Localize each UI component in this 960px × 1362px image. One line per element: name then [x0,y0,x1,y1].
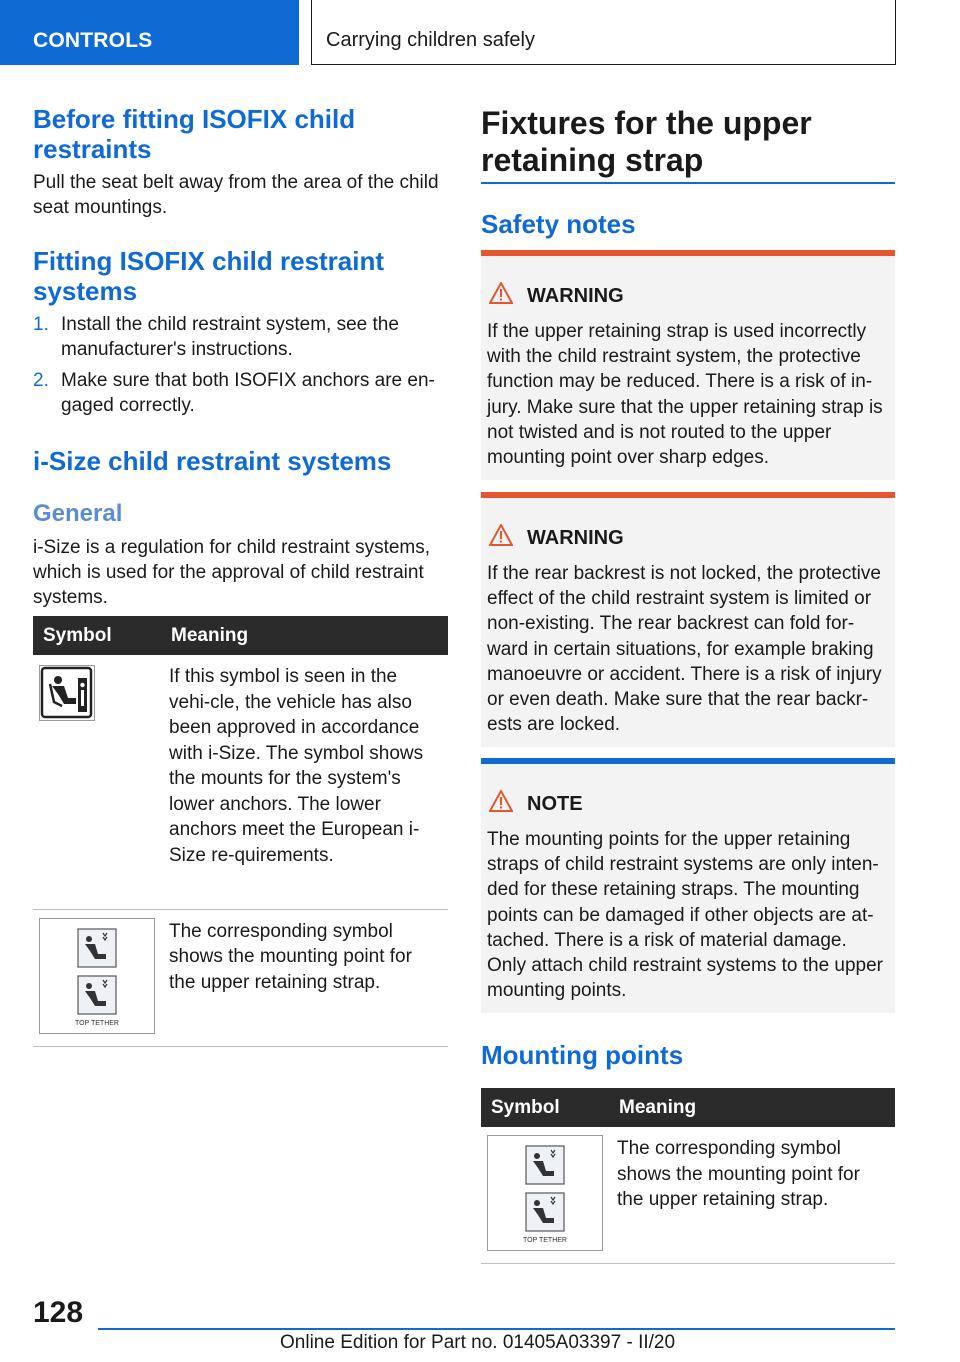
step-item [33,368,448,418]
warning-icon [487,524,527,552]
warning-text: If the rear backrest is not locked, the protective effect of the child restraint system is limited or non-existing. The rear backrest can fold for‐ward in certain situations, for example braking manoeuvre or accident. There is a risk of injury or even death. Make sure that the rear backr‐ests are locked. [487,563,882,736]
warning-icon [487,282,527,310]
table-row [481,1127,895,1263]
warning-box [481,250,895,480]
table-header-symbol: Symbol [481,1088,609,1127]
edition-text: Online Edition for Part no. 01405A03397 - II/20 [280,1332,676,1353]
note-box [481,758,895,1013]
table-meaning-cell: The corresponding symbol shows the mounting point for the upper retaining strap. [609,1127,895,1263]
table-row [33,909,448,1046]
page-number: 128 [33,1296,84,1329]
top-tether-icon [39,918,155,1034]
chapter-title: Carrying children safely [326,29,535,51]
step-item [33,312,448,362]
table-header-meaning: Meaning [161,616,448,655]
step-number: 2. [33,370,49,391]
note-text: The mounting points for the upper retaining straps of child restraint systems are only inten‐ded for these retaining straps. The mounting points can be damaged if other objects are at‐tached. There is a risk of material damage. Only attach child restraint systems to the upper mounting points. [487,829,884,1002]
top-tether-label: TOP TETHER [523,1237,567,1244]
warning-box [481,492,895,747]
step-text: Make sure that both ISOFIX anchors are en‐gaged correctly. [61,370,435,416]
before-fitting-text: Pull the seat belt away from the area of the child seat mountings. [33,172,439,218]
top-tether-label: TOP TETHER [75,1019,119,1027]
warning-title: WARNING [527,527,624,549]
section-tab [0,0,299,65]
heading-safety-notes: Safety notes [481,209,636,239]
heading-underline [481,182,895,184]
heading-isize: i-Size child restraint systems [33,446,392,476]
warning-title: WARNING [527,285,624,307]
table-meaning-cell: The corresponding symbol shows the mounting point for the upper retaining strap. [161,909,448,1046]
step-text: Install the child restraint system, see the manufacturer's instructions. [61,314,399,360]
heading-general: General [33,500,123,527]
general-text: i-Size is a regulation for child restraint systems, which is used for the approval of child restraint systems. [33,537,431,608]
footer-rule [98,1328,895,1330]
note-title: NOTE [527,793,583,815]
section-label: CONTROLS [33,29,153,52]
heading-fixtures: Fixtures for the upper retaining strap [481,105,812,178]
top-tether-icon [487,1135,603,1251]
note-warning-icon [487,790,527,818]
table-meaning-cell: If this symbol is seen in the vehi‐cle, the vehicle has also been approved in accordance with i-Size. The symbol shows the mounts for the system's lower anchors. The lower anchors meet the European i-Size re‐quirements. [161,655,448,909]
table-header-symbol: Symbol [33,616,161,655]
chapter-title-box [311,0,896,65]
isize-symbol-table [33,616,448,1047]
mounting-symbol-table [481,1088,895,1264]
step-number: 1. [33,314,49,335]
heading-before-fitting: Before fitting ISOFIX child restraints [33,104,356,164]
isize-child-seat-icon [39,665,95,721]
table-header-meaning: Meaning [609,1088,895,1127]
heading-mounting-points: Mounting points [481,1040,684,1070]
warning-text: If the upper retaining strap is used incorrectly with the child restraint system, the protective function may be reduced. There is a risk of in‐jury. Make sure that the upper retaining strap is not twisted and is not routed to the upper mounting point over sharp edges. [487,321,883,469]
heading-fitting-isofix: Fitting ISOFIX child restraint systems [33,246,385,306]
table-row [33,655,448,909]
fitting-steps-list [33,312,448,418]
